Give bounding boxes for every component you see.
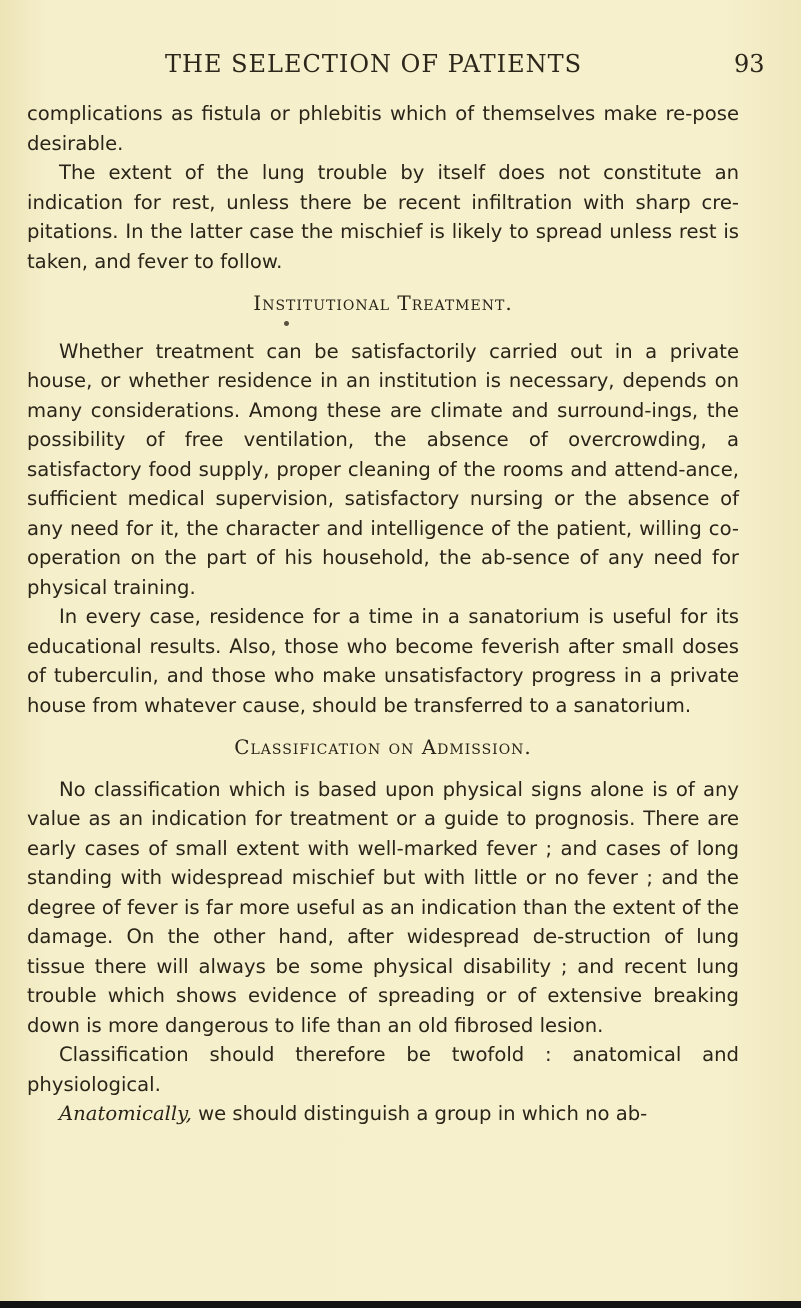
- paragraph-6: Classification should therefore be twofold : anatomical and physiological.: [27, 1043, 739, 1096]
- paragraph-7-text: we should distinguish a group in which no ab-: [191, 1102, 648, 1125]
- paragraph-4: In every case, residence for a time in a sanatorium is useful for its educational results. Also, those who become feverish after small doses of tuberculin, and those who make unsatisfactory progress in a private house from whatever cause, should be transferred to a sanatorium.: [27, 605, 739, 717]
- italic-anatomically: Anatomically,: [59, 1102, 192, 1125]
- paragraph-5: No classification which is based upon physical signs alone is of any value as an indication for treatment or a guide to prognosis. There are early cases of small extent with well-marked fever ; and cases of long standing with widespread mischief but with little or no fever ; and the degree of fever is far more useful as an indication than the extent of the damage. On the other hand, after widespread de-struction of lung tissue there will always be some physical disability ; and recent lung trouble which shows evidence of spreading or of extensive breaking down is more dangerous to life than an old fibrosed lesion.: [27, 777, 739, 1037]
- section-heading-institutional-treatment: Institutional Treatment.: [253, 291, 513, 315]
- paragraph-1: complications as fistula or phlebitis which of themselves make re-pose desirable.: [27, 102, 739, 155]
- paragraph-7: [27, 1099, 739, 1129]
- paragraph-3: Whether treatment can be satisfactorily carried out in a private house, or whether residence in an institution is necessary, depends on many considerations. Among these are climate and surround-ings, the possibility of free ventilation, the absence of overcrowding, a satisfactory food supply, proper cleaning of the rooms and attend-ance, sufficient medical supervision, satisfactory nursing or the absence of any need for it, the character and intelligence of the patient, willing co-operation on the part of his household, the ab-sence of any need for physical training.: [27, 339, 739, 599]
- stray-dot-mark: [284, 321, 290, 331]
- page-body: [27, 99, 739, 1129]
- paragraph-2: The extent of the lung trouble by itself does not constitute an indication for rest, unless there be recent infiltration with sharp cre-pitations. In the latter case the mischief is likely to spread unless rest is taken, and fever to follow.: [27, 161, 739, 273]
- section-heading-classification-on-admission: Classification on Admission.: [234, 735, 532, 759]
- scan-bottom-edge: [0, 1301, 801, 1308]
- page-number: 93: [734, 50, 765, 78]
- running-head: THE SELECTION OF PATIENTS: [165, 50, 583, 78]
